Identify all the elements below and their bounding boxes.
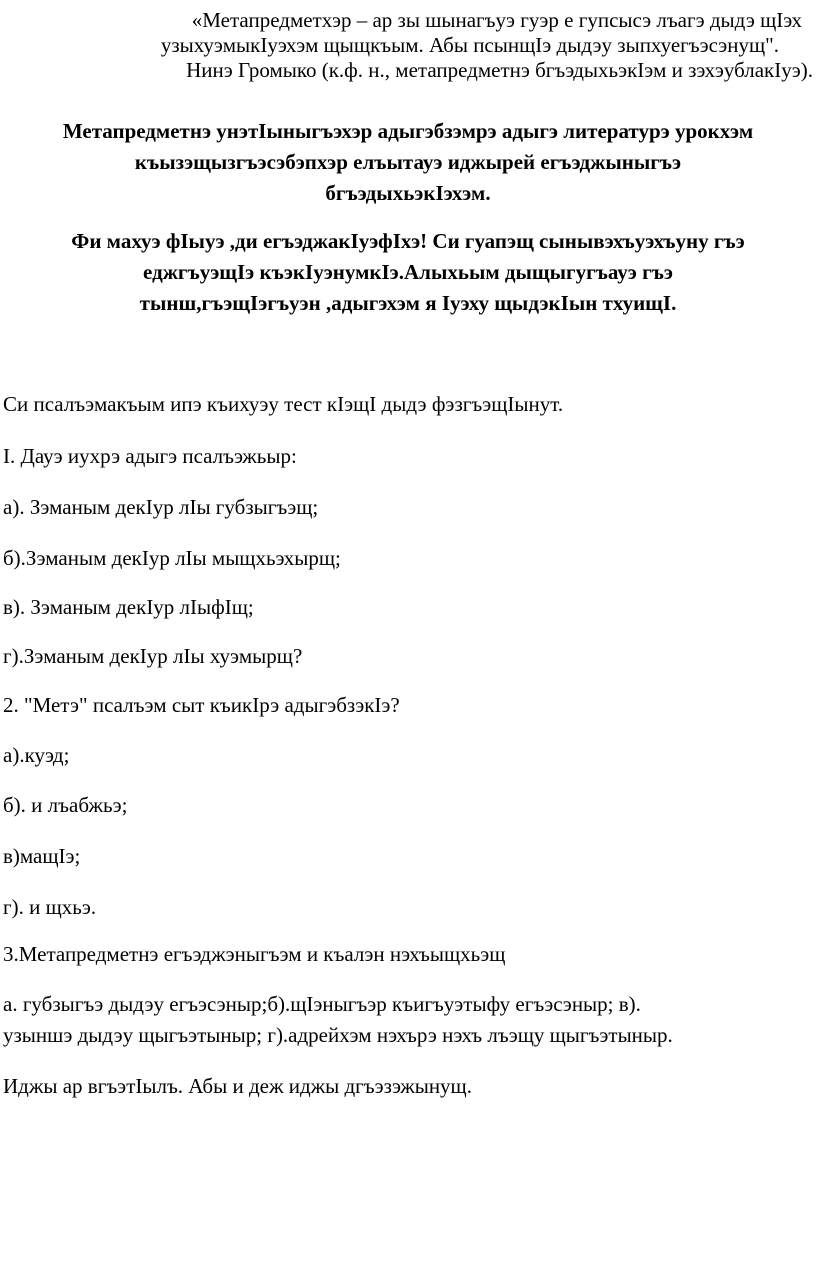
greeting-line: тынш,гъэщIэгъуэн ,адыгэхэм я Iуэху щыдэкIын тхуищI.: [139, 291, 677, 315]
question-1-option-b: б).Зэманым декIур лIы мыщхьэхырщ;: [3, 546, 341, 570]
question-2-option-d: г). и щхьэ.: [3, 895, 97, 919]
question-1: I. Дауэ иухрэ адыгэ псалъэжьыр:: [3, 444, 297, 468]
section-title: [0, 116, 816, 209]
section-title-line: бгъэдыхьэкIэхэм.: [325, 181, 491, 205]
question-2-option-a: а).куэд;: [3, 743, 70, 767]
question-3-options: узыншэ дыдэу щыгъэтыныр; г).адрейхэм нэхърэ нэхъ лъэщу щыгъэтыныр.: [3, 1023, 673, 1047]
section-title-line: Метапредметнэ унэтIыныгъэхэр адыгэбзэмрэ адыгэ литературэ урокхэм: [62, 119, 754, 143]
section-title-line: къызэщызгъэсэбэпхэр елъытауэ иджырей егъэджыныгъэ: [134, 150, 682, 174]
question-2: 2. "Метэ" псалъэм сыт къикIрэ адыгэбзэкIэ?: [3, 693, 400, 717]
epigraph-quote: [20, 8, 816, 83]
greeting-line: еджгъуэщIэ къэкIуэнумкIэ.Алыхьым дыщыгугъауэ гъэ: [143, 260, 673, 284]
question-2-option-b: б). и лъабжьэ;: [3, 793, 128, 817]
question-3-options: а. губзыгъэ дыдэу егъэсэныр;б).щIэныгъэр къигъуэтыфу егъэсэныр; в).: [3, 992, 641, 1016]
question-1-option-d: г).Зэманым декIур лIы хуэмырщ?: [3, 644, 303, 668]
closing-paragraph: Иджы ар вгъэтIылъ. Абы и деж иджы дгъэзэжынущ.: [3, 1074, 472, 1098]
question-1-option-a: а). Зэманым декIур лIы губзыгъэщ;: [3, 495, 319, 519]
question-1-option-c: в). Зэманым декIур лIыфIщ;: [3, 595, 254, 619]
epigraph-attribution: Нинэ Громыко (к.ф. н., метапредметнэ бгъэдыхьэкIэм и зэхэублакIуэ).: [186, 58, 813, 82]
question-3: 3.Метапредметнэ егъэджэныгъэм и къалэн нэхъыщхьэщ: [3, 942, 506, 966]
question-2-option-c: в)мащIэ;: [3, 844, 81, 868]
epigraph-line: «Метапредметхэр – ар зы шынагъуэ гуэр е гупсысэ лъагэ дыдэ щIэх: [191, 8, 802, 32]
greeting-heading: [0, 226, 816, 319]
greeting-line: Фи махуэ фIыуэ ,ди егъэджакIуэфIхэ! Си гуапэщ сынывэхъуэхъуну гъэ: [71, 229, 745, 253]
test-intro: Си псалъэмакъым ипэ къихуэу тест кIэщI дыдэ фэзгъэщIынут.: [3, 392, 564, 416]
epigraph-line: узыхуэмыкIуэхэм щыщкъым. Абы псынщIэ дыдэу зыпхуегъэсэнущ".: [160, 33, 779, 57]
